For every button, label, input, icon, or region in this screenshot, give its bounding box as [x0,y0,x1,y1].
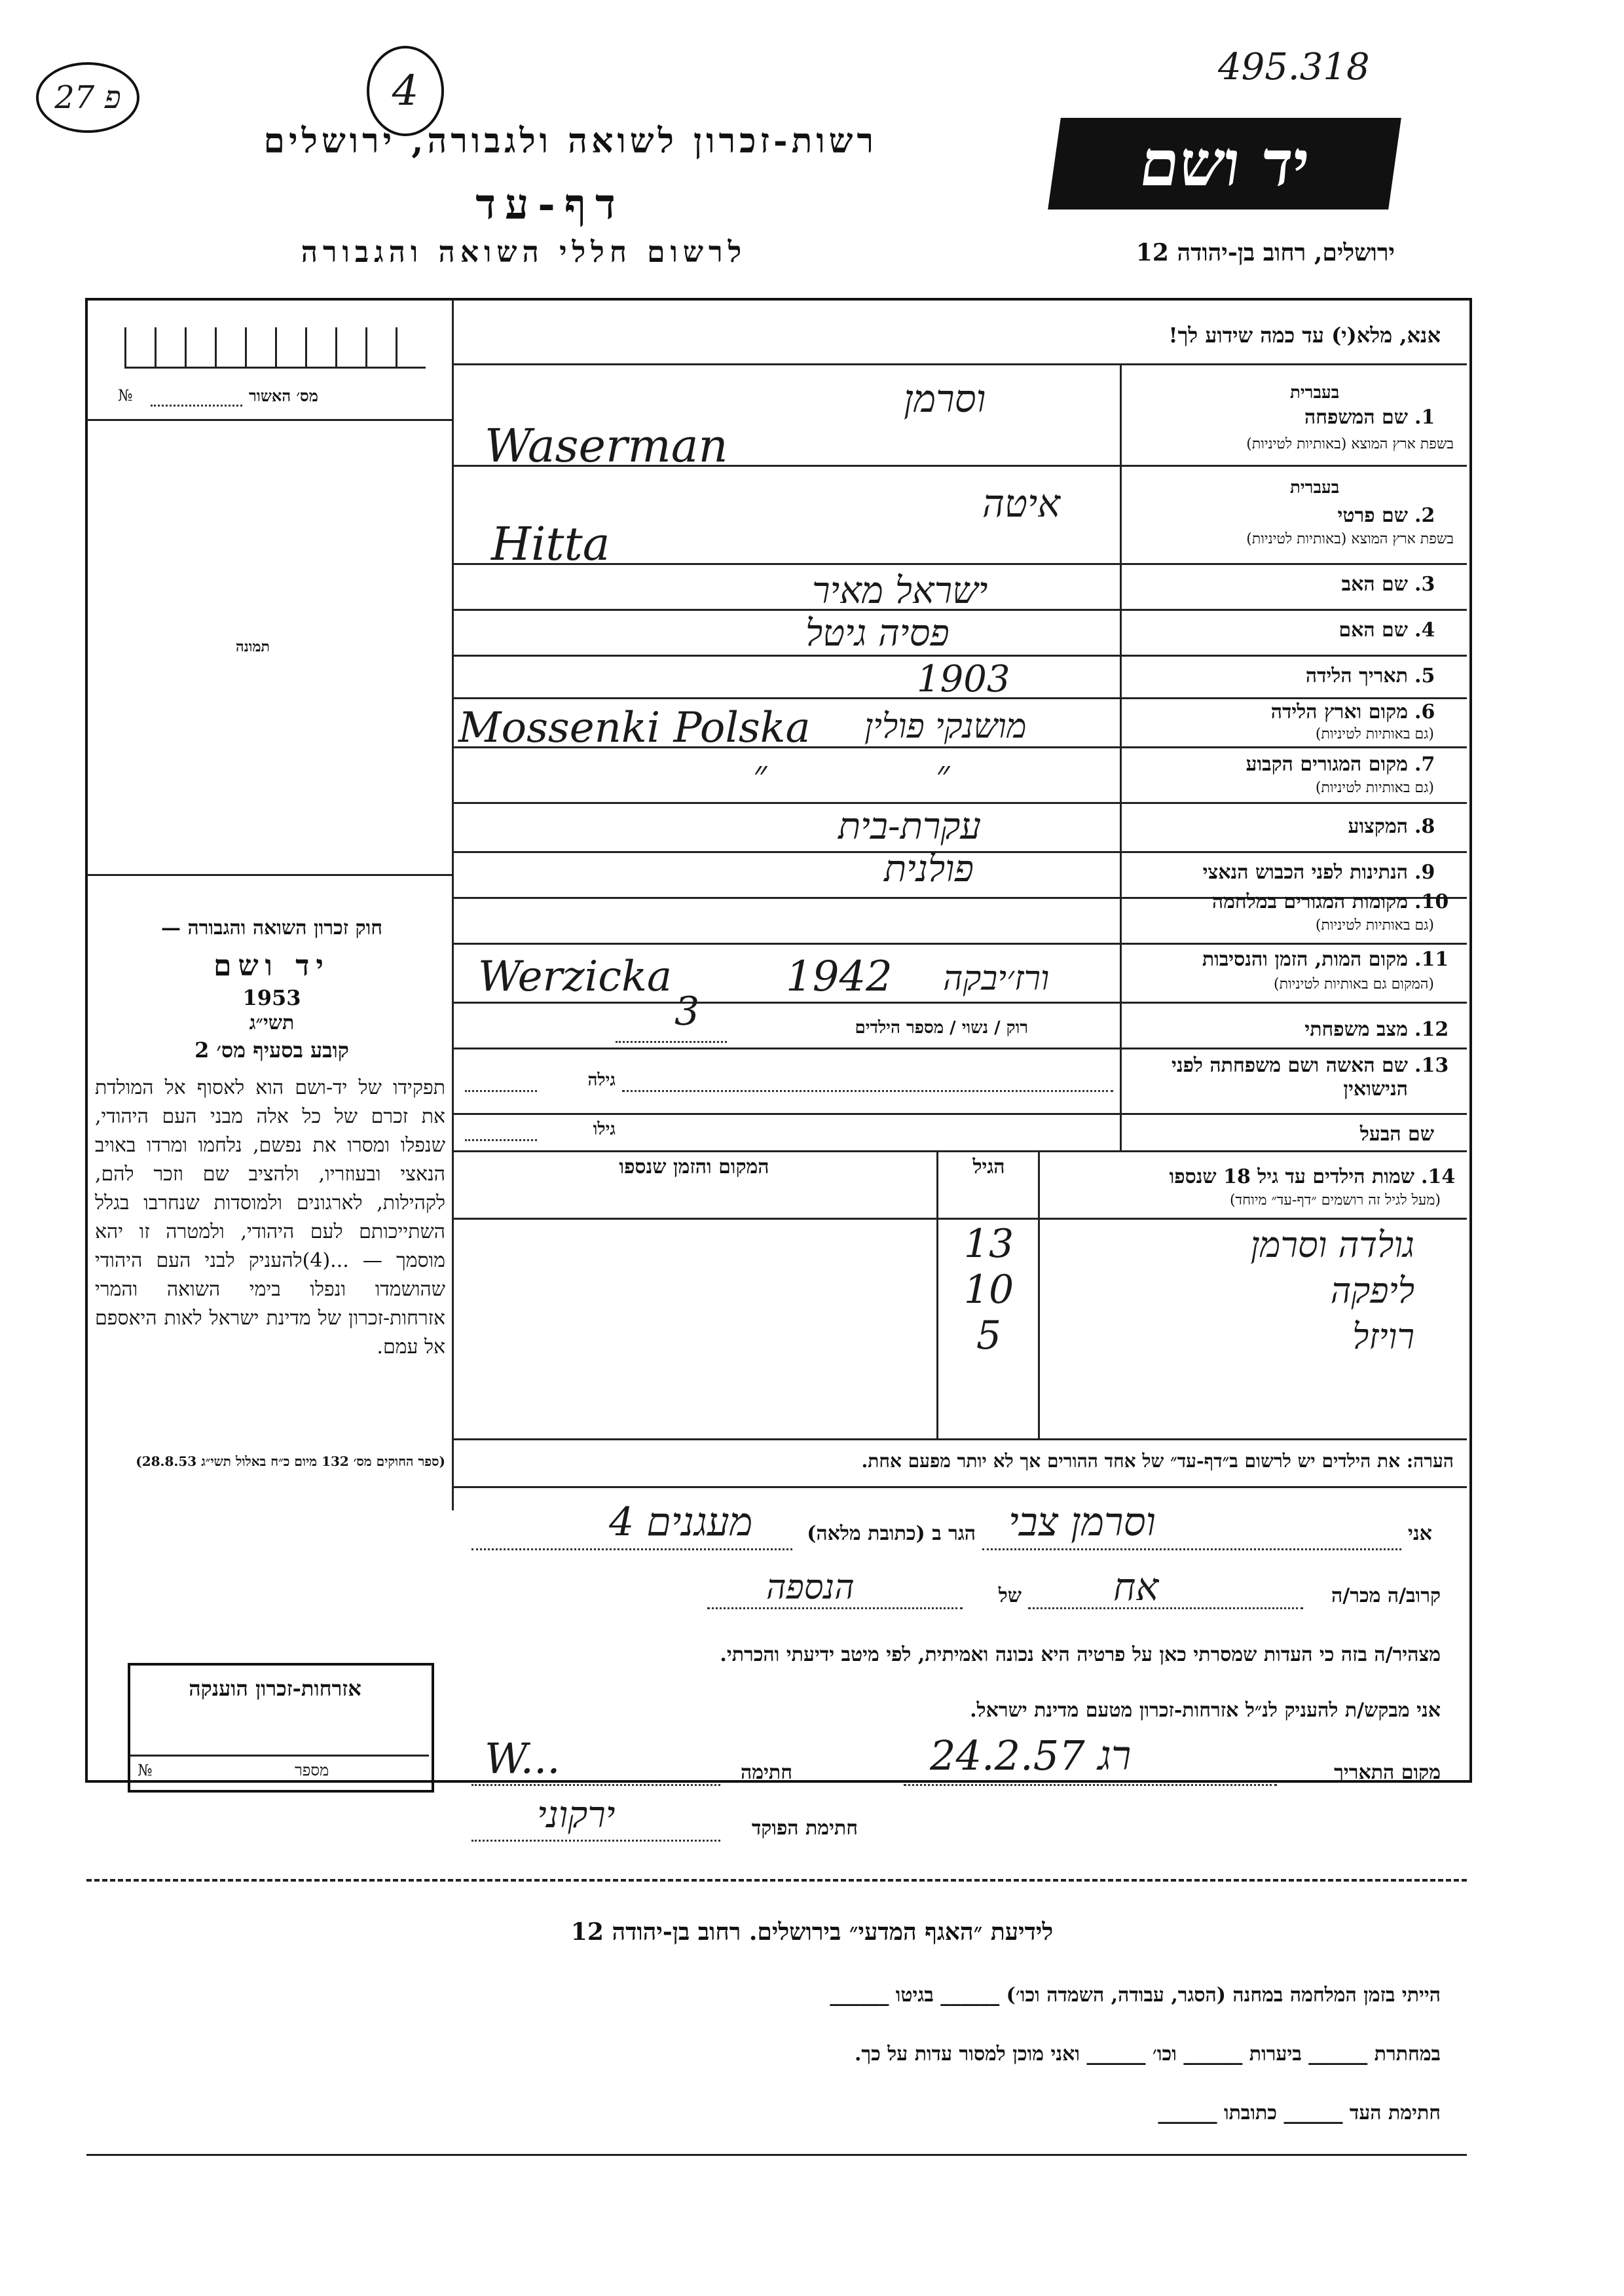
photo-label: תמונה [236,638,270,655]
witness-relation-line [1028,1607,1303,1609]
yad-vashem-logo: יד ושם [1048,118,1401,210]
children-age-header: הגיל [972,1156,1005,1178]
law-title: חוק זכרון השואה והגבורה — [161,917,382,939]
approval-line [151,405,242,407]
field-1-label: שם המשפחה [1304,406,1408,429]
instruction-text: אנא, מלא(י) עד כמה שידוע לך! [1168,323,1441,348]
child-2-age: 10 [963,1267,1014,1313]
field-7-latin-tag: (גם באותיות לטיניות) [1315,780,1434,796]
children-count-line [616,1041,727,1043]
witness-name-line [982,1548,1401,1550]
children-note: הערה: את הילדים יש לרשום ב״דף-עד״ של אחד ההורים אך לא יותר מפעם אחת. [861,1450,1454,1472]
field-6-hebrew-value: מושנקי פולין [864,707,1027,746]
field-10-latin-tag: (גם באותיות לטיניות) [1315,917,1434,934]
field-13-number: 13. [1414,1054,1449,1077]
approval-number-boxes [124,327,426,369]
field-5-label: תאריך הלידה [1305,665,1408,687]
law-year: 1953 [242,985,301,1010]
field-10-number: 10. [1414,890,1449,913]
approval-no-symbol: № [118,386,133,405]
footer-line-1: הייתי בזמן המלחמה במחנה (הסגר, עבודה, השמדה וכו׳) ______ בגיטו ______ [830,1984,1441,2007]
field-1-native-tag: בשפת ארץ המוצא (באותיות לטיניות) [1246,436,1454,452]
field-line-14 [453,1150,1467,1152]
children-count-value: 3 [674,989,700,1034]
field-6-number: 6. [1414,701,1435,723]
field-11-place-tag: (המקום גם באותיות לטיניות) [1274,976,1434,993]
field-2-hebrew-tag: בעברית [1290,478,1340,498]
children-col-divider-2 [936,1150,938,1438]
witness-request: אני מבקש/ת להעניק לנ״ל אזרחות-זכרון מטעם מדינת ישראל. [970,1699,1441,1722]
field-13-label: שם האשה ושם משפחתה לפני הנישואין [1171,1054,1408,1101]
child-3-age: 5 [976,1313,1002,1358]
children-header-line [453,1218,1467,1220]
field-3-number: 3. [1414,573,1435,596]
field-5-number: 5. [1414,665,1435,687]
reference-number: 495.318 [1218,46,1370,88]
place-date-value: רג 24.2.57 [930,1732,1132,1779]
witness-of-line [707,1607,963,1609]
field-2-number: 2. [1414,504,1435,527]
authority-name: רשות-זכרון לשואה ולגבורה, ירושלים [263,121,877,161]
photo-bottom-line [86,874,452,876]
witness-of-label: של [998,1584,1022,1607]
husband-age-label: גילו [593,1120,616,1139]
field-line-7 [453,802,1467,804]
field-7-number: 7. [1414,753,1435,776]
field-2-hebrew-value: איטה [982,481,1061,526]
field-8-label: המקצוע [1348,815,1408,838]
field-8-value: עקרת-בית [838,805,982,848]
form-title: דף-עד [475,180,625,229]
signature-label: חתימה [741,1761,792,1784]
field-9-value: פולנית [884,848,974,890]
circled-page-number: 4 [367,46,444,136]
law-clause: קובע בסעיף מס׳ 2 [194,1038,349,1063]
children-place-header: המקום והזמן שנספו [619,1156,769,1178]
child-3-name: רויזל [1352,1316,1414,1357]
field-1-number: 1. [1414,406,1435,429]
witness-address-line [471,1548,792,1550]
officer-signature: ירקוני [537,1794,616,1836]
footer-bottom-line [86,2154,1467,2156]
header-address: ירושלים, רחוב בן-יהודה 12 [1135,239,1395,266]
field-2-latin-value: Hitta [491,517,610,571]
witness-of-value: הנספה [766,1568,855,1607]
form-subtitle: לרשום חללי השואה והגבורה [301,236,747,269]
witness-signature: W... [485,1735,561,1783]
law-year-hebrew: תשי״ג [249,1011,295,1034]
photo-top-line [86,419,452,421]
field-9-number: 9. [1414,861,1435,884]
sidebar-divider [452,299,454,1510]
note-bottom-line [453,1486,1467,1488]
field-12-label: מצב משפחתי [1304,1018,1408,1041]
footer-line-2: במחתרת ______ ביערות ______ וכו׳ ______ ואני מוכן למסור עדות על כך. [854,2043,1441,2066]
field-6-label: מקום וארץ הלידה [1270,701,1408,723]
field-6-latin-value: Mossenki Polska [458,704,811,752]
witness-ani-label: אני [1408,1522,1432,1545]
field-9-label: הנתינות לפני הכבוש הנאצי [1202,861,1408,884]
children-section-title: שמות הילדים עד גיל 18 שנספו [1169,1165,1414,1188]
wife-age-label: גילה [587,1070,616,1090]
field-line-4 [453,655,1467,657]
wife-name-line [622,1090,1113,1092]
field-3-label: שם האב [1341,573,1408,596]
field-5-value: 1903 [917,658,1010,701]
marital-status-options: רוק / נשוי / מספר הילדים [855,1018,1028,1038]
field-1-hebrew-value: וסרמן [904,376,986,421]
witness-address-label: הגר ב (כתובת מלאה) [807,1522,976,1545]
field-3-value: ישראל מאיר [812,570,988,612]
memorial-box-divider [130,1755,429,1757]
witness-name-value: וסרמן צבי [1008,1499,1156,1545]
field-11-year-value: 1942 [786,953,893,1001]
place-date-label: מקום התאריך [1334,1761,1441,1784]
field-line-12 [453,1048,1467,1049]
field-8-number: 8. [1414,815,1435,838]
field-12-number: 12. [1414,1018,1449,1041]
approval-label: מס׳ האשור [249,386,318,405]
witness-relation-value: אח [1113,1565,1159,1609]
child-1-name: גולדה וסרמן [1250,1224,1414,1266]
law-text: תפקידו של יד-ושם הוא לאסוף אל המולדת את זכרם של כל אלה מבני העם היהודי, שנפלו ומסרו את נפשם, נלחמו ומרדו באויב הנאצי ובעוזריו, ולהציב שם וזכר להם, לקהילות, לארגונים ולמוסדות שנחרבו בגלל השתייכותם לעם היהודי, ולמטרה זו יהא מוסמך — ...(4)להעניק לבני העם היהודי שהושמדו ונפלו בימי השואה והמרי אזרחות-זכרון של מדינת ישראל לאות היאספם אל עמם. [95,1076,446,1358]
witness-declaration: מצהיר/ה בזה כי העדות שמסרתי כאן על פרטיה היא נכונה ואמיתית, לפי מיטב ידיעתי והכרתי. [720,1643,1441,1666]
field-11-hebrew-value: ורז׳יבקה [943,959,1050,998]
children-section-number: 14. [1421,1165,1456,1188]
field-2-native-tag: בשפת ארץ המוצא (באותיות לטיניות) [1246,531,1454,547]
field-11-latin-value: Werzicka [478,953,672,1001]
place-date-line [904,1784,1277,1786]
husband-age-line [465,1139,537,1141]
field-4-number: 4. [1414,619,1435,642]
children-col-divider-1 [1038,1150,1040,1438]
memorial-number-label: מספר [295,1761,329,1779]
field-7-label: מקום המגורים הקבוע [1246,753,1408,776]
field-line-10 [453,943,1467,945]
law-name: יד ושם [213,949,330,983]
wife-age-line [465,1090,537,1092]
instruction-line [453,363,1467,365]
field-line-13 [453,1113,1467,1115]
labels-divider [1120,365,1122,1150]
husband-name-label: שם הבעל [1359,1123,1434,1146]
field-line-11 [453,1002,1467,1004]
child-2-name: ליפקה [1330,1270,1414,1311]
officer-signature-label: חתימת הפוקד [751,1817,858,1840]
field-11-label: מקום המות, הזמן והנסיבות [1202,948,1408,971]
field-11-number: 11. [1414,948,1449,971]
field-2-label: שם פרטי [1337,504,1408,527]
field-7-value: ״ ״ [753,753,1029,795]
field-4-label: שם האם [1338,619,1408,642]
officer-signature-line [471,1840,720,1842]
field-6-latin-tag: (גם באותיות לטיניות) [1315,726,1434,742]
witness-address-value: מעגנים 4 [609,1499,753,1545]
footer-line-3: חתימת העד ______ כתובתו ______ [1158,2102,1441,2124]
circled-file-mark: פ 27 [36,62,139,133]
law-source: (ספר החוקים מס׳ 132 מיום כ״ח באלול תשי״ג 28.8.53) [136,1453,445,1469]
field-1-hebrew-tag: בעברית [1290,383,1340,403]
memorial-number-symbol: № [138,1761,153,1779]
footer-dashed-separator [86,1879,1467,1882]
field-10-label: מקומות המגורים במלחמה [1211,890,1408,913]
memorial-box-title: אזרחות-זכרון הוענקה [189,1676,361,1701]
witness-relation-label: קרוב/ה מכר/ה [1331,1584,1441,1607]
field-4-value: פסיה גיטל [805,612,950,655]
children-section-note: (מעל לגיל זה רושמים ״דף-עד״ מיוחד) [1229,1192,1441,1209]
footer-title: לידיעת ״האגף המדעי״ בירושלים. רחוב בן-יהודה 12 [570,1918,1054,1946]
children-bottom-line [453,1438,1467,1440]
signature-line [471,1784,720,1786]
child-1-age: 13 [963,1221,1014,1267]
field-1-latin-value: Waserman [485,419,728,473]
